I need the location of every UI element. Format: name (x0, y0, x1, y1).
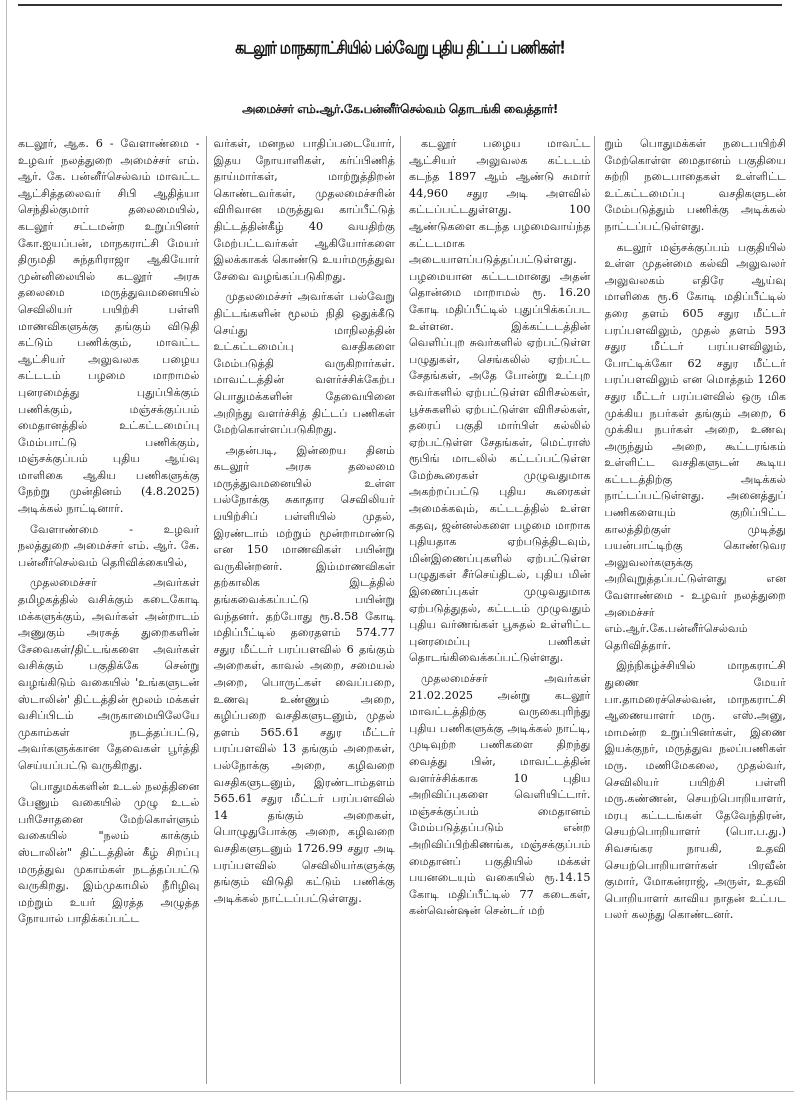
paragraph: முதலமைச்சர் அவர்கள் 21.02.2025 அன்று கடலூர் மாவட்டத்திற்கு வருகைபுரிந்து புதிய பணிகளுக்கு அடிக்கல் நாட்டி, முடிவுற்ற பணிகளை திறந்து வைத்து பின், மாவட்டத்தின் வளர்ச்சிக்காக 10 புதிய அறிவிப்புகளை வெளியிட்டார். மஞ்சக்குப்பம் மைதானம் மேம்படுத்தப்படும் என்ற அறிவிப்பிற்கிணங்க, மஞ்சக்குப்பம் மைதானப் பகுதியில் மக்கள் பயனடையும் வகையில் ரூ.14.15 கோடி மதிப்பீட்டில் 77 கடைகள், கன்வென்ஷன் சென்டர் மற் (409, 672, 591, 918)
paragraph: முதலமைச்சர் அவர்கள் பல்வேறு திட்டங்களின் மூலம் நிதி ஒதுக்கீடு செய்து மாநிலத்தின் உட்கட்டமைப்பு வசதிகளை மேம்படுத்தி வருகிறார்கள். மாவட்டத்தின் வளர்ச்சிக்கேற்ப பொதுமக்களின் தேவையினை அறிந்து வளர்ச்சித் திட்டப் பணிகள் மேற்கொள்ளப்படுகிறது. (213, 290, 395, 437)
column-4 (605, 136, 787, 1086)
paragraph: கடலூர், ஆக. 6 - வேளாண்மை - உழவர் நலத்துறை அமைச்சர் எம். ஆர். கே. பன்னீர்செல்வம் மாவட்ட ஆட்சித்தலைவர் சிபி ஆதித்யா செந்தில்குமார் தலைமையில், கடலூர் சட்டமன்ற உறுப்பினர் கோ.ஐயப்பன், மாநகராட்சி மேயர் திருமதி சுந்தரிராஜா ஆகியோர் முன்னிலையில் கடலூர் அரசு தலைமை மருத்துவமனையில் செவிலியர் பயிற்சி பள்ளி மாணவிகளுக்கு தங்கும் விடுதி கட்டும் பணிக்கும், மாவட்ட ஆட்சியர் அலுவலக பழைய கட்டடம் பழமை மாறாமல் புனரமைத்து புதுப்பிக்கும் பணிக்கும், மஞ்சக்குப்பம் மைதானத்தில் உட்கட்டமைப்பு மேம்பாட்டு பணிக்கும், மஞ்சக்குப்பம் புதிய ஆய்வு மாளிகை ஆகிய பணிகளுக்கு நேற்று முன்தினம் (4.8.2025) அடிக்கல் நாட்டினார். (18, 137, 200, 516)
column-3 (409, 136, 591, 1086)
column-1 (18, 136, 200, 1086)
paragraph: முதலமைச்சர் அவர்கள் தமிழகத்தில் வசிக்கும் கடைகோடி மக்களுக்கும், அவர்கள் அன்றாடம் அணுகும் அரசுத் துறைகளின் சேவைகள்/திட்டங்களை அவர்கள் வசிக்கும் பகுதிக்கே சென்று வழங்கிடும் வகையில் 'உங்களுடன் ஸ்டாலின்' திட்டத்தின் மூலம் மக்கள் வசிப்பிடம் அருகாமையிலேயே முகாம்கள் நடத்தப்பட்டு, அவர்களுக்கான தேவைகள் பூர்த்தி செய்யப்பட்டு வருகிறது. (18, 576, 200, 772)
page-border-left (6, 0, 7, 1100)
column-divider (400, 136, 401, 1084)
paragraph: இந்நிகழ்ச்சியில் மாநகராட்சி துணை மேயர் பா.தாமரைச்செல்வன், மாநகராட்சி ஆணையாளர் மரு. எஸ்.அனு, மாமன்ற உறுப்பினர்கள், இணை இயக்குநர், மருத்துவ நலப்பணிகள் மரு. மணிமேகலை, முதல்வர், செவிலியர் பயிற்சி பள்ளி மரு.கண்ணன், செயற்பொறியாளர், மரபு கட்டடங்கள் தேவேந்திரன், செயற்பொறியாளர் (பொ.ப.து.) சிவசங்கர நாயகி, உதவி செயற்பொறியாளர்கள் பிரவீன் குமார், மோகன்ராஜ், அருள், உதவி பொறியாளர் காவிய நாதன் உட்பட பலர் கலந்து கொண்டனர். (604, 659, 786, 922)
paragraph: வர்கள், மனநல பாதிப்படையோர், இதய நோயாளிகள், கர்ப்பிணித் தாய்மார்கள், மாற்றுத்திறன் கொண்டவர்கள், முதலமைச்சரின் விரிவான மருத்துவ காப்பீட்டுத் திட்டத்தின்கீழ் 40 வயதிற்கு மேற்பட்டவர்கள் ஆகியோர்களை இலக்காகக் கொண்டு உயர்மருத்துவ சேவை வழங்கப்படுகிறது. (213, 137, 395, 283)
paragraph: வேளாண்மை - உழவர் நலத்துறை அமைச்சர் எம். ஆர். கே. பன்னீர்செல்வம் தெரிவிக்கையில், (18, 522, 200, 569)
paragraph: அதன்படி, இன்றைய தினம் கடலூர் அரசு தலைமை மருத்துவமனையில் உள்ள பல்நோக்கு சுகாதார செவிலியர் பயிற்சிப் பள்ளியில் முதல், இரண்டாம் மற்றும் மூன்றாமாண்டு என 150 மாணவிகள் பயின்று வருகின்றனர். இம்மாணவிகள் தற்காலிக இடத்தில் தங்கவைக்கப்பட்டு பயின்று வந்தனர். தற்போது ரூ.8.58 கோடி மதிப்பீட்டில் தரைதளம் 574.77 சதுர மீட்டர் பரப்பளவில் 6 தங்கும் அறைகள், காவல் அறை, சமையல் அறை, பொருட்கள் வைப்பறை, உணவு உண்ணும் அறை, கழிப்பறை வசதிகளுடனும், முதல் தளம் 565.61 சதுர மீட்டர் பரப்பளவில் 13 தங்கும் அறைகள், பல்நோக்கு அறை, கழிவறை வசதிகளுடனும், இரண்டாம்தளம் 565.61 சதுர மீட்டர் பரப்பளவில் 14 தங்கும் அறைகள், பொழுதுபோக்கு அறை, கழிவறை வசதிகளுடனும் 1726.99 சதுர அடி பரப்பளவில் செவிலியர்களுக்கு தங்கும் விடுதி கட்டும் பணிக்கு அடிக்கல் நாட்டப்பட்டுள்ளது. (213, 443, 395, 905)
column-divider (206, 136, 207, 1084)
paragraph: றும் பொதுமக்கள் நடைபயிற்சி மேற்கொள்ள மைதானம் பகுதியை சுற்றி நடைபாதைகள் உள்ளிட்ட உட்கட்டமைப்பு வசதிகளுடன் மேம்படுத்தும் பணிக்கு அடிக்கல் நாட்டப்பட்டுள்ளது. (604, 137, 786, 233)
headline: கடலூர் மாநகராட்சியில் பல்வேறு புதிய திட்டப் பணிகள்! (235, 38, 565, 59)
page-border-bottom (6, 1091, 794, 1092)
top-rule (18, 4, 782, 6)
column-divider (594, 136, 595, 1084)
paragraph: பொதுமக்களின் உடல் நலத்தினை பேணும் வகையில் முழு உடல் பரிசோதனை மேற்கொள்ளும் வகையில் "நலம் காக்கும் ஸ்டாலின்" திட்டத்தின் கீழ் சிறப்பு மருத்துவ முகாம்கள் நடத்தப்பட்டு வருகிறது. இம்முகாமில் நீரிழிவு மற்றும் உயர் இரத்த அழுத்த நோயால் பாதிக்கப்பட்ட (18, 779, 200, 926)
paragraph: கடலூர் மஞ்சக்குப்பம் பகுதியில் உள்ள முதன்மை கல்வி அலுவலர் அலுவலகம் எதிரே ஆய்வு மாளிகை ரூ.6 கோடி மதிப்பீட்டில் தரை தளம் 605 சதுர மீட்டர் பரப்பளவிலும், முதல் தளம் 593 சதுர மீட்டர் பரப்பளவிலும், போட்டிக்கோ 62 சதுர மீட்டர் பரப்பளவிலும் என மொத்தம் 1260 சதுர மீட்டர் பரப்பளவில் ஒரு மிக முக்கிய நபர்கள் தங்கும் அறை, 6 முக்கிய நபர்கள் அறை, உணவு அருந்தும் அறை, கூட்டரங்கம் உள்ளிட்ட வசதிகளுடன் கூடிய கட்டடத்திற்கு அடிக்கல் நாட்டப்பட்டுள்ளது. அனைத்துப் பணிகளையும் குறிப்பிட்ட காலத்திற்குள் முடித்து பயன்பாட்டிற்கு கொண்டுவர அலுவலர்களுக்கு அறிவுறுத்தப்பட்டுள்ளது என வேளாண்மை - உழவர் நலத்துறை அமைச்சர் எம்.ஆர்.கே.பன்னீர்செல்வம் தெரிவித்தார். (604, 240, 786, 652)
paragraph: கடலூர் பழைய மாவட்ட ஆட்சியர் அலுவலக கட்டடம் கடந்த 1897 ஆம் ஆண்டு சுமார் 44,960 சதுர அடி அளவில் கட்டப்பட்டதுள்ளது. 100 ஆண்டுகளை கடந்த பழமைவாய்ந்த கட்டடமாக அடையாளப்படுத்தப்பட்டுள்ளது. பழமையான கட்டடமானது அதன் தொன்மை மாறாமல் ரூ. 16.20 கோடி மதிப்பீட்டில் புதுப்பிக்கப்பட உள்ளன. இக்கட்டடத்தின் வெளிப்புற சுவர்களில் ஏற்பட்டுள்ள பழுதுகள், செங்கலில் ஏற்பட்ட சேதங்கள், அதே போன்று உட்புற சுவர்களில் ஏற்பட்டுள்ள விரிசல்கள், பூச்சுகளில் ஏற்பட்டுள்ள விரிசல்கள், தரைப் பகுதி மார்பிள் கல்லில் ஏற்பட்டுள்ள சேதங்கள், மெட்ராஸ் ரூபிங் மாடலில் கட்டப்பட்டுள்ள மேற்கூரைகள் முழுவதுமாக அகற்றப்பட்டு புதிய கூரைகள் அமைக்கவும், கட்டடத்தில் உள்ள கதவு, ஜன்னல்களை பழமை மாறாக புதியதாக ஏற்படுத்திடவும், மின்இணைப்புகளில் ஏற்பட்டுள்ள பழுதுகள் சீர்செய்திடல், புதிய மின் இணைப்புகள் முழுவதுமாக ஏற்படுத்துதல், கட்டடம் முழுவதும் புதிய வர்ணங்கள் பூசுதல் உள்ளிட்ட புனரமைப்பு பணிகள் தொடங்கிவைக்கப்பட்டுள்ளது. (409, 137, 591, 665)
column-2 (214, 136, 396, 1086)
article-body (18, 136, 786, 1086)
subheadline: அமைச்சர் எம்.ஆர்.கே.பன்னீர்செல்வம் தொடங்கி வைத்தார்! (242, 102, 558, 116)
